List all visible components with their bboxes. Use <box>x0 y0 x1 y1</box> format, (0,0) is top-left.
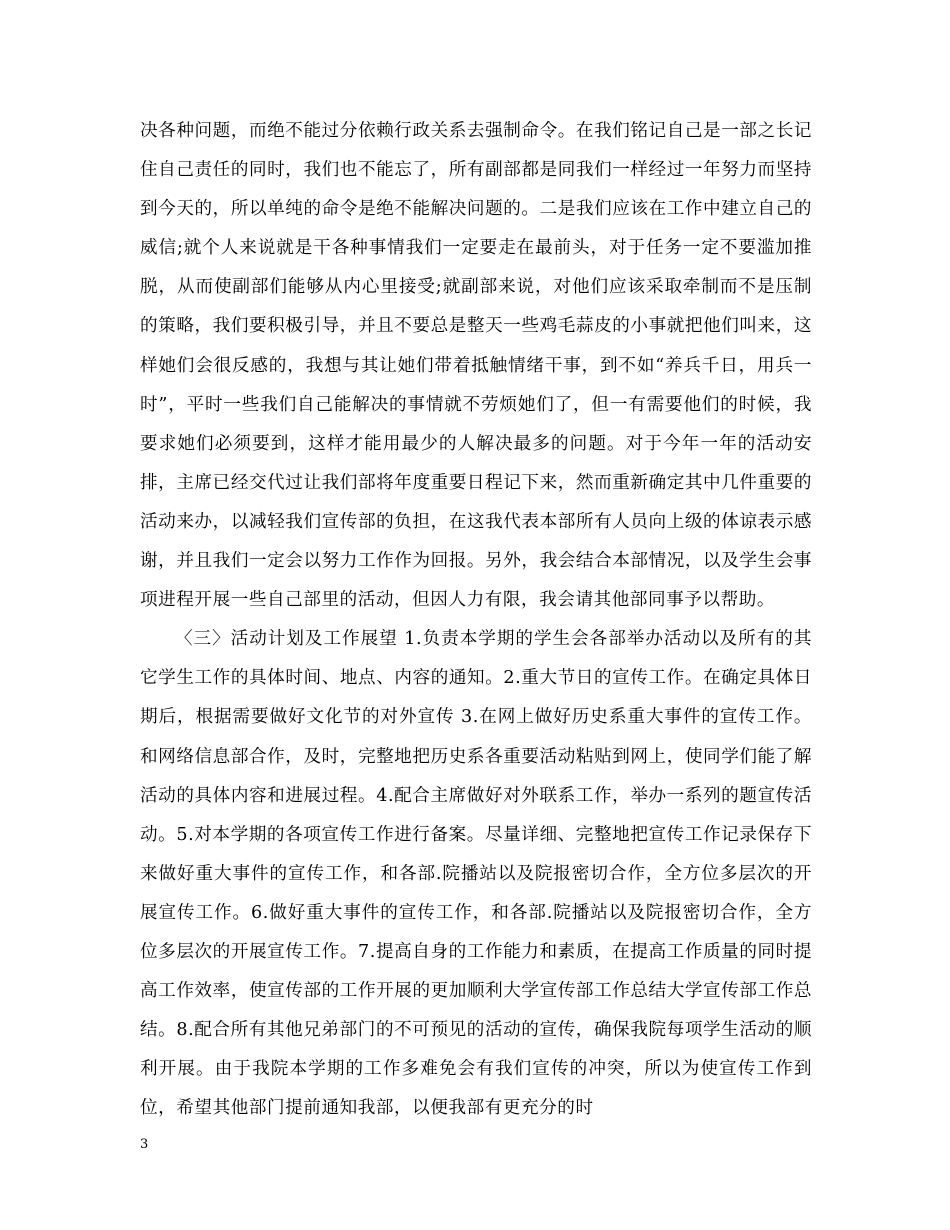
paragraph-activity-plan: 〈三〉活动计划及工作展望 1.负责本学期的学生会各部举办活动以及所有的其它学生工作的具体时间、地点、内容的通知。2.重大节日的宣传工作。在确定具体日期后，根据需要做好文化节的对外宣传 3.在网上做好历史系重大事件的宣传工作。和网络信息部合作，及时，完整地把历史系各重要活动粘贴到网上，使同学们能了解活动的具体内容和进展过程。4.配合主席做好对外联系工作，举办一系列的题宣传活动。5.对本学期的各项宣传工作进行备案。尽量详细、完整地把宣传工作记录保存下来做好重大事件的宣传工作，和各部.院播站以及院报密切合作，全方位多层次的开展宣传工作。6.做好重大事件的宣传工作，和各部.院播站以及院报密切合作，全方位多层次的开展宣传工作。7.提高自身的工作能力和素质，在提高工作质量的同时提高工作效率，使宣传部的工作开展的更加顺利大学宣传部工作总结大学宣传部工作总结。8.配合所有其他兄弟部门的不可预见的活动的宣传，确保我院每项学生活动的顺利开展。由于我院本学期的工作多难免会有我们宣传的冲突，所以为使宣传工作到位，希望其他部门提前通知我部，以便我部有更充分的时 <box>140 629 812 1119</box>
paragraph-continuation: 决各种问题，而绝不能过分依赖行政关系去强制命令。在我们铭记自己是一部之长记住自己责任的同时，我们也不能忘了，所有副部都是同我们一样经过一年努力而坚持到今天的，所以单纯的命令是绝不能解决问题的。二是我们应该在工作中建立自己的威信;就个人来说就是干各种事情我们一定要走在最前头，对于任务一定不要滥加推脱，从而使副部们能够从内心里接受;就副部来说，对他们应该采取牵制而不是压制的策略，我们要积极引导，并且不要总是整天一些鸡毛蒜皮的小事就把他们叫来，这样她们会很反感的，我想与其让她们带着抵触情绪干事，到不如“养兵千日，用兵一时”，平时一些我们自己能解决的事情就不劳烦她们了，但一有需要他们的时候，我要求她们必须要到，这样才能用最少的人解决最多的问题。对于今年一年的活动安排，主席已经交代过让我们部将年度重要日程记下来，然而重新确定其中几件重要的活动来办，以减轻我们宣传部的负担，在这我代表本部所有人员向上级的体谅表示感谢，并且我们一定会以努力工作作为回报。另外，我会结合本部情况，以及学生会事项进程开展一些自己部里的活动，但因人力有限，我会请其他部同事予以帮助。 <box>140 121 812 611</box>
document-body <box>140 112 812 1128</box>
page-number: 3 <box>140 1137 149 1152</box>
